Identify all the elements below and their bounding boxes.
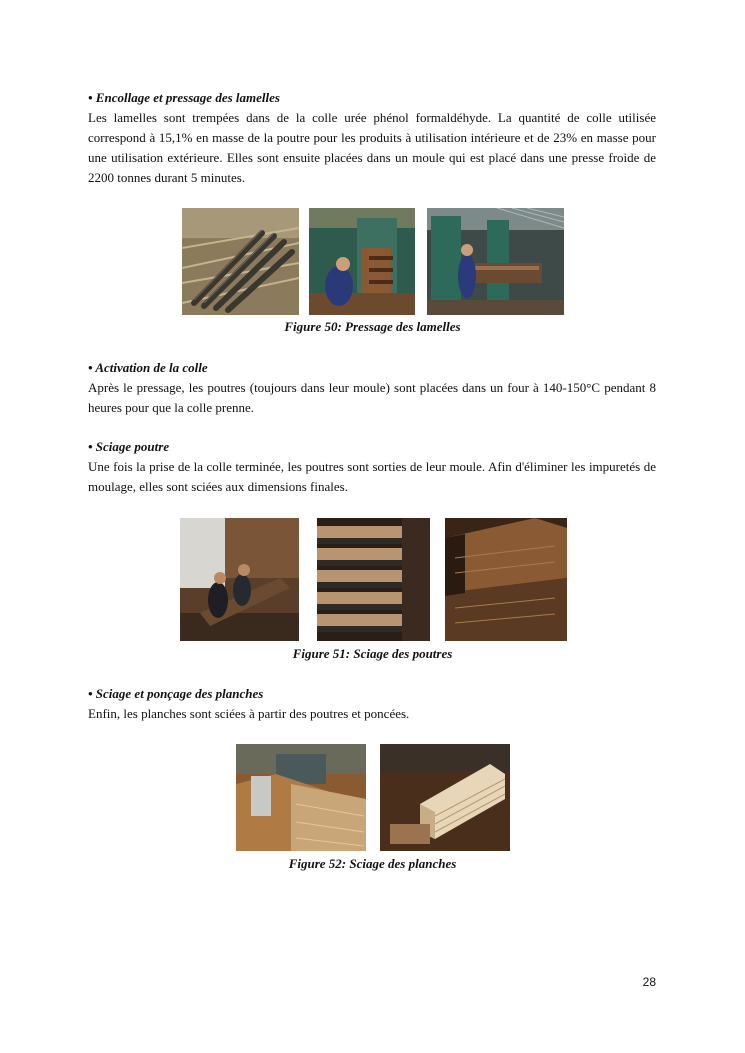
photo-press-worker	[309, 208, 415, 315]
section-text-sciage-poutre: Une fois la prise de la colle terminée, les poutres sont sorties de leur moule. Afin d'éliminer les impuretés de moulage, elles sont sciées aux dimensions finales.	[88, 459, 656, 494]
figure-52-caption: Figure 52: Sciage des planches	[288, 856, 457, 871]
photo-beam-closeup	[445, 518, 567, 641]
section-text-sciage-planches: Enfin, les planches sont sciées à partir des poutres et poncées.	[88, 706, 410, 721]
photo-plank-stack	[380, 744, 510, 851]
section-title-activation: • Activation de la colle	[88, 360, 208, 375]
photo-beam-sawing-workers	[180, 518, 299, 641]
figure-51-caption: Figure 51: Sciage des poutres	[292, 646, 453, 661]
section-title-sciage-planches: • Sciage et ponçage des planches	[88, 686, 264, 701]
page-number: 28	[642, 975, 656, 989]
figure-50-caption: Figure 50: Pressage des lamelles	[284, 319, 461, 334]
photo-lamelles-stack	[182, 208, 299, 315]
section-text-activation: Après le pressage, les poutres (toujours dans leur moule) sont placées dans un four à 140-150°C pendant 8 heures pour que la colle prenne.	[88, 380, 656, 415]
section-title-encollage: • Encollage et pressage des lamelles	[88, 90, 280, 105]
section-title-sciage-poutre: • Sciage poutre	[88, 439, 170, 454]
photo-beam-stack	[317, 518, 430, 641]
section-text-encollage: Les lamelles sont trempées dans de la colle urée phénol formaldéhyde. La quantité de colle utilisée correspond à 15,1% en masse de la poutre pour les produits à utilisation intérieure et de 23% en masse pour une utilisation extérieure. Elles sont ensuite placées dans un moule qui est placé dans une presse froide de 2200 tonnes durant 5 minutes.	[88, 110, 656, 185]
photo-plank-saw	[236, 744, 366, 851]
photo-cold-press	[427, 208, 564, 315]
